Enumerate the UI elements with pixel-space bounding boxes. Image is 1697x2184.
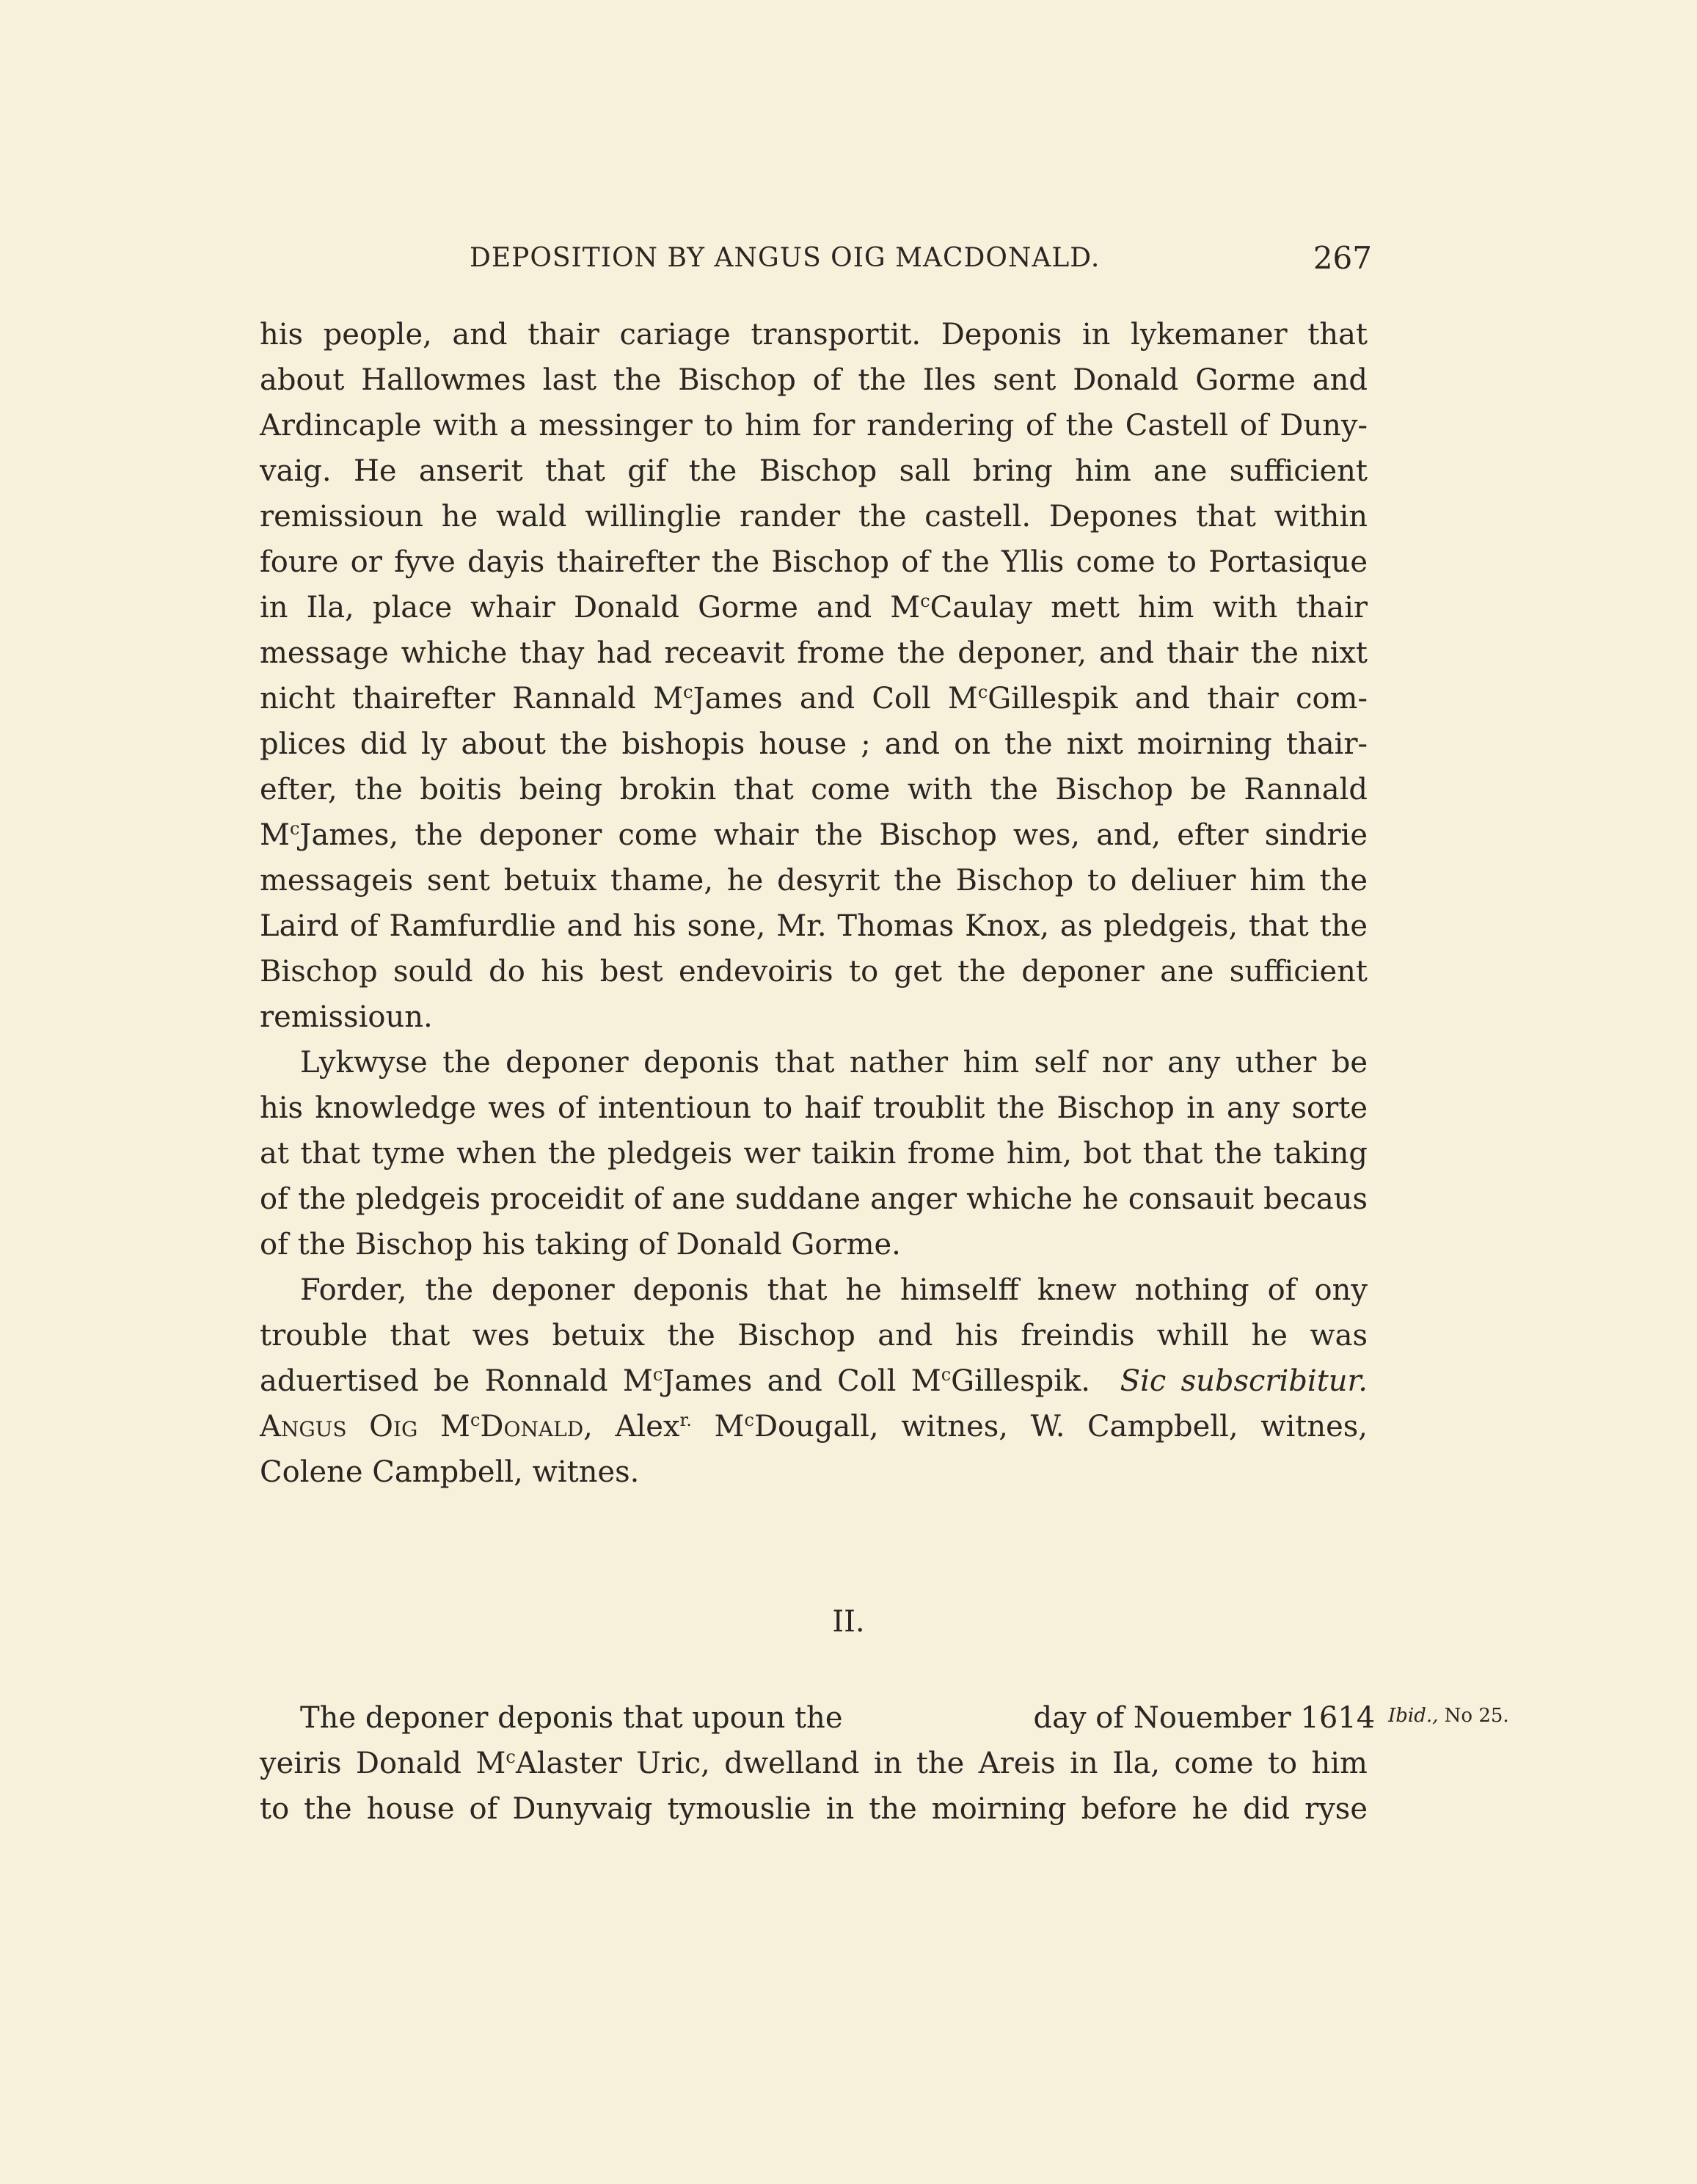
text-line: Forder, the deponer deponis that he himselff knew nothing of ony: [300, 1273, 1368, 1307]
section-heading: II.: [832, 1605, 865, 1639]
text-line: Lykwyse the deponer deponis that nather him self nor any uther be: [300, 1046, 1368, 1080]
margin-reference: Ibid., No 25.: [1388, 1705, 1509, 1727]
text-line: at that tyme when the pledgeis wer taikin frome him, bot that the taking: [260, 1137, 1368, 1171]
text-line: $M^cJames$, the deponer come whair the Bischop wes, and, efter sindrie: [260, 818, 1368, 852]
text-line: aduertised be Ronnald $M^cJames$ and Coll $M^cGillespik$. Sic subscribitur.: [260, 1364, 1368, 1398]
italic-signature-note: Sic subscribitur.: [1120, 1364, 1368, 1398]
text-line: his knowledge wes of intentioun to haif troublit the Bischop in any sorte: [260, 1091, 1368, 1125]
text-line: Ardincaple with a messinger to him for randering of the Castell of Duny-: [260, 409, 1368, 443]
text-line: Laird of Ramfurdlie and his sone, Mr. Thomas Knox, as pledgeis, that the: [260, 909, 1368, 943]
main-text: [260, 312, 1368, 1495]
text-line: The deponer deponis that upoun the day of Nouember 1614: [300, 1701, 1376, 1735]
text-line: yeiris Donald $M^cAlaster$ Uric, dwelland in the Areis in Ila, come to him: [260, 1747, 1368, 1780]
text-line: remissioun.: [260, 1000, 433, 1034]
text-line: Angus Oig $M^cDonald$, Alex$^{r.}$ $M^cDougall$, witnes, W. Campbell, witnes,: [260, 1410, 1368, 1444]
main-text-section-2: [260, 1695, 1376, 1832]
text-line: his people, and thair cariage transportit. Deponis in lykemaner that: [260, 318, 1368, 352]
text-line: nicht thairefter Rannald $M^cJames$ and Coll $M^cGillespik$ and thair com-: [260, 682, 1368, 716]
text-line: about Hallowmes last the Bischop of the Iles sent Donald Gorme and: [260, 363, 1368, 397]
running-header: [470, 236, 1372, 280]
text-line: message whiche thay had receavit frome the deponer, and thair the nixt: [260, 636, 1368, 670]
text-line: trouble that wes betuix the Bischop and his freindis whill he was: [260, 1319, 1368, 1353]
header-title: DEPOSITION BY ANGUS OIG MACDONALD.: [470, 243, 1101, 273]
text-line: remissioun he wald willinglie rander the castell. Depones that within: [260, 500, 1368, 534]
text-line: efter, the boitis being brokin that come with the Bischop be Rannald: [260, 773, 1368, 807]
text-line: in Ila, place whair Donald Gorme and $M^cCaulay$ mett him with thair: [260, 591, 1368, 625]
signatory-name: Angus Oig M: [260, 1410, 470, 1444]
text-line: messageis sent betuix thame, he desyrit the Bischop to deliuer him the: [260, 864, 1368, 898]
text-line: of the Bischop his taking of Donald Gorme.: [260, 1228, 901, 1262]
text-line: Bischop sould do his best endevoiris to get the deponer ane sufficient: [260, 955, 1368, 989]
text-line: Colene Campbell, witnes.: [260, 1455, 640, 1489]
text-line: plices did ly about the bishopis house ; and on the nixt moirning thair-: [260, 727, 1368, 761]
text-line: to the house of Dunyvaig tymouslie in the moirning before he did ryse: [260, 1792, 1368, 1826]
page-number: 267: [1313, 240, 1372, 276]
text-line: foure or fyve dayis thairefter the Bischop of the Yllis come to Portasique: [260, 545, 1368, 579]
text-line: of the pledgeis proceidit of ane suddane anger whiche he consauit becaus: [260, 1182, 1368, 1216]
text-line: vaig. He anserit that gif the Bischop sall bring him ane sufficient: [260, 454, 1368, 488]
